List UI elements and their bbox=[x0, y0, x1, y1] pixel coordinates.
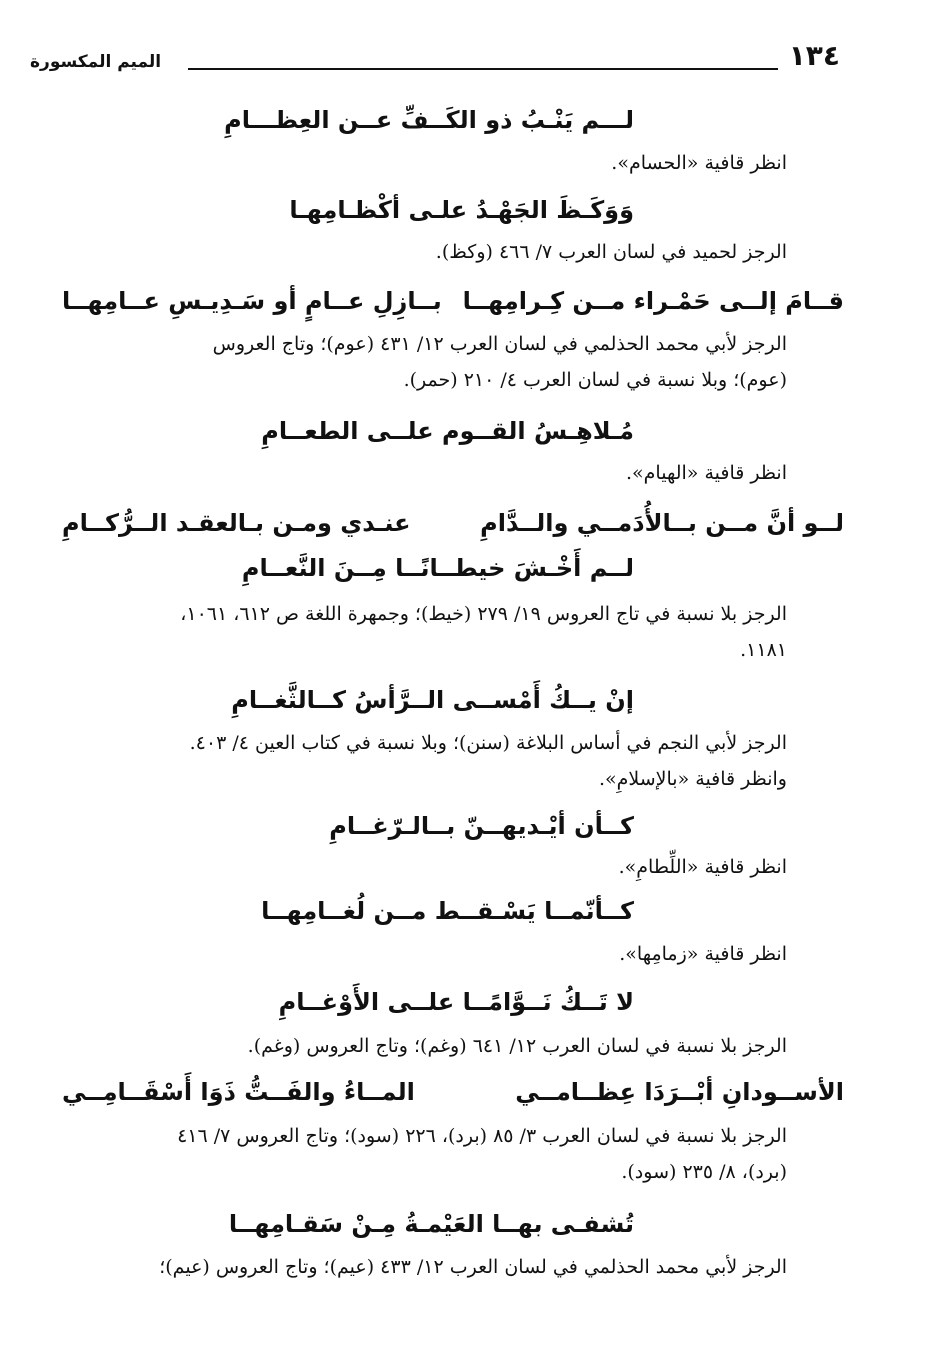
verse-line: لــم أَخْـشَ خيطــانًــا مِــنَ النَّعــامِ bbox=[241, 554, 634, 582]
running-title: الميم المكسورة bbox=[30, 52, 162, 72]
header-rule bbox=[188, 68, 778, 70]
verse-second-hemistich: عنـدي ومـن بـالعقـد الــرُّكــامِ bbox=[62, 509, 411, 537]
note-line: الرجز لأبي النجم في أساس البلاغة (سنن)؛ وبلا نسبة في كتاب العين ٤/ ٤٠٣. bbox=[189, 732, 787, 754]
note-line: ١١٨١. bbox=[740, 639, 787, 661]
verse-line: إنْ يــكُ أَمْســى الــرَّأسُ كــالثَّغــامِ bbox=[231, 686, 634, 714]
note-paragraph bbox=[62, 725, 787, 797]
note-paragraph bbox=[62, 1118, 787, 1190]
verse-second-hemistich: المــاءُ والفَــتُّ ذَوَا أَسْقَــامِــي bbox=[62, 1078, 415, 1106]
verse-couplet bbox=[62, 284, 844, 320]
verse-line: كــأنّمــا يَسْـقــط مــن لُغــامِهــا bbox=[261, 897, 634, 925]
page-header bbox=[30, 38, 840, 78]
verse-line: لـــم يَنْـبُ ذو الكَــفِّ عــن العِظـــامِ bbox=[224, 106, 634, 134]
note-line: الرجز لأبي محمد الحذلمي في لسان العرب ١٢/ ٤٣٣ (عيم)؛ وتاج العروس (عيم)؛ bbox=[159, 1256, 787, 1278]
note-paragraph bbox=[62, 326, 787, 398]
note-line: انظر قافية «زمامِها». bbox=[619, 943, 787, 965]
note-line: (عوم)؛ وبلا نسبة في لسان العرب ٤/ ٢١٠ (حمر). bbox=[403, 369, 787, 391]
note-line: الرجز بلا نسبة في تاج العروس ١٩/ ٢٧٩ (خيط)؛ وجمهرة اللغة ص ٦١٢، ١٠٦١، bbox=[180, 603, 787, 625]
page-number: ١٣٤ bbox=[788, 39, 840, 72]
note-line: الرجز بلا نسبة في لسان العرب ٣/ ٨٥ (برد)، ٢٢٦ (سود)؛ وتاج العروس ٧/ ٤١٦ bbox=[177, 1125, 787, 1147]
verse-first-hemistich: الأســودانِ أبْــرَدَا عِظــامــي bbox=[515, 1078, 844, 1106]
verse-line: وَوَكَـظَ الجَهْـدُ علـى أكْظـامِهـا bbox=[289, 196, 634, 224]
note-line: انظر قافية «اللِّطامِ». bbox=[618, 856, 787, 878]
verse-second-hemistich: بــازِلِ عــامٍ أو سَـدِيـسِ عــامِهــا bbox=[62, 287, 442, 315]
note-line: انظر قافية «الحسام». bbox=[611, 152, 787, 174]
verse-couplet bbox=[62, 506, 844, 542]
verse-line: لا تَــكُ نَــوَّامًــا علــى الأَوْغــامِ bbox=[278, 988, 634, 1016]
verse-first-hemistich: لــو أنَّ مــن بــالأُدَمــي والــدَّامِ bbox=[480, 509, 844, 537]
verse-couplet bbox=[62, 1075, 844, 1111]
note-paragraph bbox=[62, 596, 787, 668]
note-line: الرجز لحميد في لسان العرب ٧/ ٤٦٦ (وكظ). bbox=[435, 241, 787, 263]
verse-line: كــأن أيْـديهــنّ بــالـرّغــامِ bbox=[329, 812, 634, 840]
note-line: وانظر قافية «بالإسلامِ». bbox=[599, 768, 787, 790]
note-line: (برد)، ٨/ ٢٣٥ (سود). bbox=[621, 1161, 787, 1183]
note-line: الرجز بلا نسبة في لسان العرب ١٢/ ٦٤١ (وغم)؛ وتاج العروس (وغم). bbox=[247, 1035, 787, 1057]
note-line: الرجز لأبي محمد الحذلمي في لسان العرب ١٢/ ٤٣١ (عوم)؛ وتاج العروس bbox=[212, 333, 787, 355]
note-line: انظر قافية «الهيام». bbox=[626, 462, 787, 484]
verse-first-hemistich: قــامَ إلــى حَمْـراء مــن كِـرامِهــا bbox=[462, 287, 844, 315]
verse-line: مُـلاهِـسُ القــوم علــى الطعــامِ bbox=[261, 417, 634, 445]
verse-line: تُشفـى بهــا العَيْمـةُ مِـنْ سَقـامِهــا bbox=[228, 1210, 634, 1238]
